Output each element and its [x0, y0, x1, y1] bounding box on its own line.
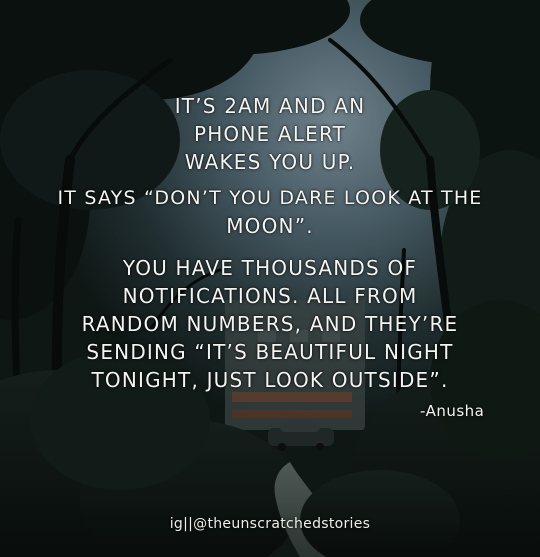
author-signature: -Anusha [420, 402, 485, 420]
quote-line-3: WAKES YOU UP. [184, 150, 356, 174]
quote-line-9: SENDING “IT’S BEAUTIFUL NIGHT [86, 340, 454, 364]
quote-line-1: IT’S 2AM AND AN [174, 94, 366, 118]
quote-line-7: NOTIFICATIONS. ALL FROM [122, 284, 418, 308]
quote-line-6: YOU HAVE THOUSANDS OF [122, 256, 418, 280]
quote-line-10: TONIGHT, JUST LOOK OUTSIDE”. [91, 368, 449, 392]
quote-line-2: PHONE ALERT [193, 122, 347, 146]
instagram-handle: ig||@theunscratchedstories [169, 516, 371, 532]
quote-line-5: MOON”. [226, 214, 314, 238]
quote-line-4: IT SAYS “DON’T YOU DARE LOOK AT THE [57, 187, 483, 209]
quote-line-8: RANDOM NUMBERS, AND THEY’RE [81, 312, 459, 336]
